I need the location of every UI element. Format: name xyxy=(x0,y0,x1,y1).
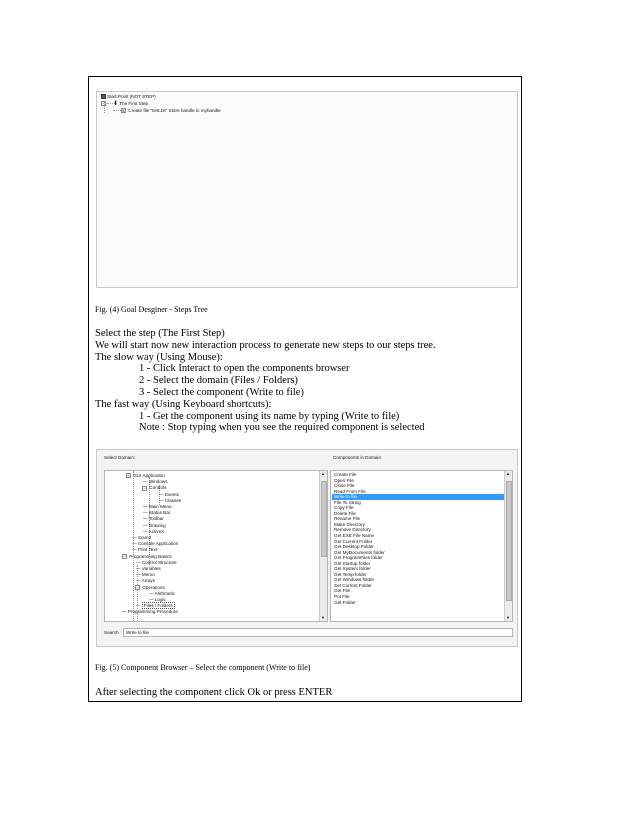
domain-item[interactable]: − Operations xyxy=(136,584,165,590)
component-item[interactable]: Read From File xyxy=(334,488,366,494)
instruction-line: 1 - Get the component using its name by typing (Write to file) xyxy=(139,410,400,422)
component-item[interactable]: Close File xyxy=(334,483,355,489)
component-item[interactable]: Get System folder xyxy=(334,566,371,572)
domain-item[interactable]: — Sound xyxy=(132,535,152,541)
scroll-down-icon[interactable]: ▼ xyxy=(321,614,325,620)
domain-item[interactable]: — ActiveX xyxy=(143,528,165,534)
tree-scrollbar[interactable] xyxy=(319,471,327,621)
start-point-icon xyxy=(101,94,106,99)
instruction-line: Select the step (The First Step) xyxy=(95,328,225,339)
search-input-value: Write to file xyxy=(126,630,149,635)
components-list[interactable] xyxy=(330,470,513,622)
component-item[interactable]: Set Current Folder xyxy=(334,582,372,588)
domain-item-selected[interactable]: — Files / Folders xyxy=(136,603,173,609)
collapse-toggle-icon[interactable]: − xyxy=(123,553,126,559)
search-label: Search xyxy=(104,630,119,635)
component-item[interactable]: Get MyDocuments folder xyxy=(334,549,385,555)
scroll-up-icon[interactable]: ▲ xyxy=(506,471,510,476)
step-arrow-icon: ⬇ xyxy=(113,101,119,107)
domain-item[interactable]: — Control Structure xyxy=(136,559,177,565)
domain-item[interactable]: — Events xyxy=(159,491,179,497)
instruction-line: Note : Stop typing when you see the required component is selected xyxy=(139,422,425,434)
scroll-thumb[interactable] xyxy=(321,481,327,557)
component-item[interactable]: Put File xyxy=(334,594,350,600)
select-domain-label: Select Domain: xyxy=(104,455,136,460)
component-item[interactable]: Get Folder xyxy=(334,599,356,605)
action-icon: ▪ xyxy=(122,108,125,114)
final-instruction: After selecting the component click Ok or press ENTER xyxy=(95,687,333,698)
domain-item[interactable]: — Variables xyxy=(136,566,161,572)
scroll-down-icon[interactable]: ▼ xyxy=(506,614,510,620)
component-item[interactable]: Delete File xyxy=(334,510,356,516)
component-item[interactable]: Copy File xyxy=(334,505,354,511)
instruction-line: The slow way (Using Mouse): xyxy=(95,351,223,363)
collapse-toggle-icon[interactable]: − xyxy=(136,584,139,590)
component-item[interactable]: Get Windows folder xyxy=(334,577,375,583)
component-item[interactable]: Get Startup folder xyxy=(334,560,371,566)
domain-item[interactable]: — Toolbar xyxy=(143,516,164,522)
domain-item[interactable]: — Windows xyxy=(143,479,168,485)
tree-root[interactable] xyxy=(101,94,156,100)
scroll-thumb[interactable] xyxy=(506,481,512,601)
scroll-up-icon[interactable]: ▲ xyxy=(321,471,325,476)
domain-item[interactable]: − Programming Basics xyxy=(123,553,172,559)
collapse-toggle-icon[interactable]: − xyxy=(127,473,130,479)
domain-item[interactable]: − GUI Application xyxy=(127,473,165,479)
figure-4-caption: Fig. (4) Goal Desginer - Steps Tree xyxy=(95,305,208,314)
steps-tree-panel xyxy=(96,91,518,288)
instruction-line: 2 - Select the domain (Files / Folders) xyxy=(139,375,298,387)
component-item[interactable]: Get Desktop Folder xyxy=(334,544,374,550)
component-item[interactable]: Get Temp folder xyxy=(334,571,367,577)
figure-5-caption: Fig. (5) Component Browser – Select the component (Write to file) xyxy=(95,663,311,672)
component-item[interactable]: Make Directory xyxy=(334,521,365,527)
tree-action-label: Create file "test.txt" Store handle in myhandle xyxy=(128,108,221,113)
domain-item[interactable]: — Logic xyxy=(149,597,166,603)
component-item[interactable]: Remove Directory xyxy=(334,527,371,533)
component-item[interactable]: File To String xyxy=(334,499,361,505)
instructions xyxy=(95,328,519,434)
domain-item[interactable]: — Main Menu xyxy=(143,504,172,510)
list-scrollbar[interactable] xyxy=(504,471,512,621)
component-item[interactable]: Get EXE File Name xyxy=(334,533,375,539)
instruction-line: 1 - Click Interact to open the components browser xyxy=(139,363,350,375)
domain-item[interactable]: — Arithmetic xyxy=(149,590,176,596)
tree-step[interactable] xyxy=(101,101,148,107)
component-item[interactable]: Get ProgramFiles folder xyxy=(334,555,383,561)
domain-item[interactable]: — Drawing xyxy=(143,522,166,528)
instruction-line: We will start now new interaction process to generate new steps to our steps tree. xyxy=(95,339,436,351)
domain-item[interactable]: — Status Bar xyxy=(143,510,171,516)
domain-item[interactable]: — Programming Procedure xyxy=(122,609,178,615)
domain-item[interactable]: — Print Text xyxy=(132,547,157,553)
instruction-line: 3 - Select the component (Write to file) xyxy=(139,386,304,398)
search-input[interactable] xyxy=(123,628,513,637)
document-frame xyxy=(88,76,522,702)
component-item[interactable]: Rename File xyxy=(334,516,361,522)
component-item[interactable]: Get File xyxy=(334,588,351,594)
domain-item[interactable]: − Controls xyxy=(143,485,167,491)
collapse-toggle-icon[interactable]: − xyxy=(143,485,146,491)
component-item[interactable]: Create File xyxy=(334,472,357,477)
tree-action[interactable] xyxy=(113,108,221,114)
component-item-selected[interactable]: Write to file xyxy=(332,494,504,500)
domain-item[interactable]: — Memo xyxy=(136,572,155,578)
domain-item[interactable]: — Arrays xyxy=(136,578,155,584)
domain-item[interactable]: — Classes xyxy=(159,497,182,503)
instruction-line: The fast way (Using Keyboard shortcuts): xyxy=(95,398,272,410)
component-item[interactable]: Open File xyxy=(334,477,354,483)
component-item[interactable]: Get Current Folder xyxy=(334,538,373,544)
component-browser xyxy=(96,449,518,647)
domain-tree[interactable] xyxy=(104,470,328,622)
domain-item[interactable]: — Console Application xyxy=(132,541,179,547)
tree-step-label: The First Step xyxy=(119,101,149,106)
collapse-toggle-icon[interactable]: − xyxy=(102,101,105,107)
tree-root-label: Start Point (NOT STEP) xyxy=(107,94,156,99)
components-label: Components in Domain xyxy=(333,455,382,460)
